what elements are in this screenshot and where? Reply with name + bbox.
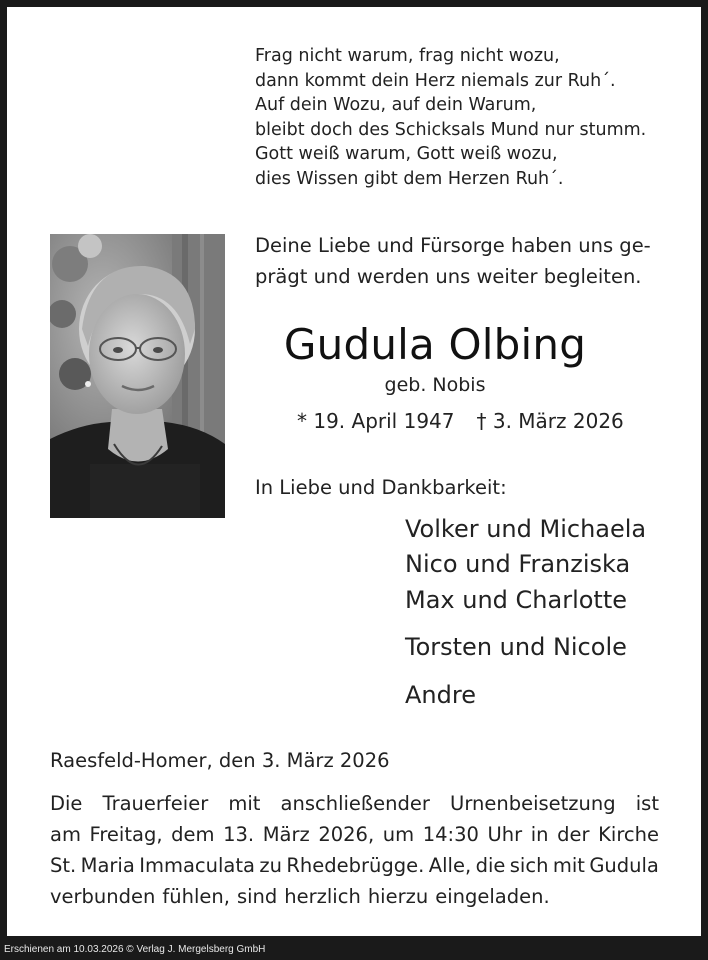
ceremony-word: 14:30 bbox=[422, 823, 479, 846]
ceremony-word: die bbox=[475, 854, 506, 877]
poem bbox=[255, 44, 675, 191]
deceased-name: Gudula Olbing bbox=[283, 320, 587, 369]
ceremony-word: anschließender bbox=[280, 792, 430, 815]
mourner-name: Torsten und Nicole bbox=[405, 633, 627, 661]
publication-footer: Erschienen am 10.03.2026 © Verlag J. Mergelsberg GmbH bbox=[4, 944, 266, 955]
mourner-name: Volker und Michaela bbox=[405, 515, 647, 543]
birth-date: * 19. April 1947 bbox=[297, 409, 455, 433]
ceremony-word: Rhedebrügge. bbox=[286, 854, 425, 877]
portrait-photo bbox=[50, 234, 225, 518]
ceremony-word: Maria bbox=[80, 854, 135, 877]
ceremony-word: Uhr bbox=[487, 823, 523, 846]
ceremony-word: Kirche bbox=[598, 823, 659, 846]
obituary-notice bbox=[7, 7, 701, 936]
ceremony-word: St. bbox=[50, 854, 77, 877]
ceremony-word: Alle, bbox=[428, 854, 472, 877]
ceremony-word: 13. bbox=[223, 823, 255, 846]
ceremony-word: der bbox=[557, 823, 590, 846]
love-line: Deine Liebe und Fürsorge haben uns ge- bbox=[255, 234, 651, 257]
ceremony-word: fühlen, bbox=[162, 885, 230, 908]
poem-line: Frag nicht warum, frag nicht wozu, bbox=[255, 46, 560, 66]
ceremony-word: Gudula bbox=[589, 854, 659, 877]
ceremony-line bbox=[50, 819, 659, 850]
ceremony-line bbox=[50, 788, 659, 819]
death-date: † 3. März 2026 bbox=[476, 409, 624, 433]
ceremony-word: verbunden bbox=[50, 885, 156, 908]
ceremony-line bbox=[50, 881, 659, 912]
mourner-name: Max und Charlotte bbox=[405, 586, 628, 614]
mourner-name: Andre bbox=[405, 681, 476, 709]
ceremony-word: Die bbox=[50, 792, 83, 815]
ceremony-word: hierzu bbox=[367, 885, 429, 908]
thanks-label: In Liebe und Dankbarkeit: bbox=[255, 476, 507, 499]
ceremony-word: Freitag, bbox=[89, 823, 163, 846]
ceremony-word: Immaculata bbox=[139, 854, 255, 877]
birth-name: geb. Nobis bbox=[384, 374, 486, 396]
ceremony-word: dem bbox=[171, 823, 215, 846]
ceremony-word: sich bbox=[509, 854, 549, 877]
poem-line: Gott weiß warum, Gott weiß wozu, bbox=[255, 144, 558, 164]
ceremony-word: in bbox=[530, 823, 549, 846]
poem-line: dies Wissen gibt dem Herzen Ruh´. bbox=[255, 168, 564, 189]
mourner-name: Nico und Franziska bbox=[405, 550, 631, 578]
ceremony-word: eingeladen. bbox=[435, 885, 550, 908]
ceremony-word: Urnenbeisetzung bbox=[450, 792, 616, 815]
ceremony-word: sind bbox=[236, 885, 278, 908]
poem-line: bleibt doch des Schicksals Mund nur stumm. bbox=[255, 119, 647, 140]
ceremony-word: Trauerfeier bbox=[102, 792, 209, 815]
ceremony-word: am bbox=[50, 823, 81, 846]
life-dates bbox=[297, 408, 627, 434]
love-line: prägt und werden uns weiter begleiten. bbox=[255, 265, 642, 288]
place-date: Raesfeld-Homer, den 3. März 2026 bbox=[50, 749, 390, 772]
love-statement bbox=[255, 230, 675, 292]
ceremony-text bbox=[50, 788, 659, 912]
poem-line: Auf dein Wozu, auf dein Warum, bbox=[255, 95, 537, 115]
ceremony-word: um bbox=[382, 823, 415, 846]
ceremony-word: mit bbox=[228, 792, 261, 815]
ceremony-word: März bbox=[262, 823, 310, 846]
ceremony-line bbox=[50, 850, 659, 881]
ceremony-word: ist bbox=[635, 792, 659, 815]
ceremony-word: herzlich bbox=[284, 885, 361, 908]
ceremony-word: zu bbox=[259, 854, 282, 877]
ceremony-word: mit bbox=[552, 854, 585, 877]
ceremony-word: 2026, bbox=[318, 823, 375, 846]
poem-line: dann kommt dein Herz niemals zur Ruh´. bbox=[255, 70, 616, 91]
